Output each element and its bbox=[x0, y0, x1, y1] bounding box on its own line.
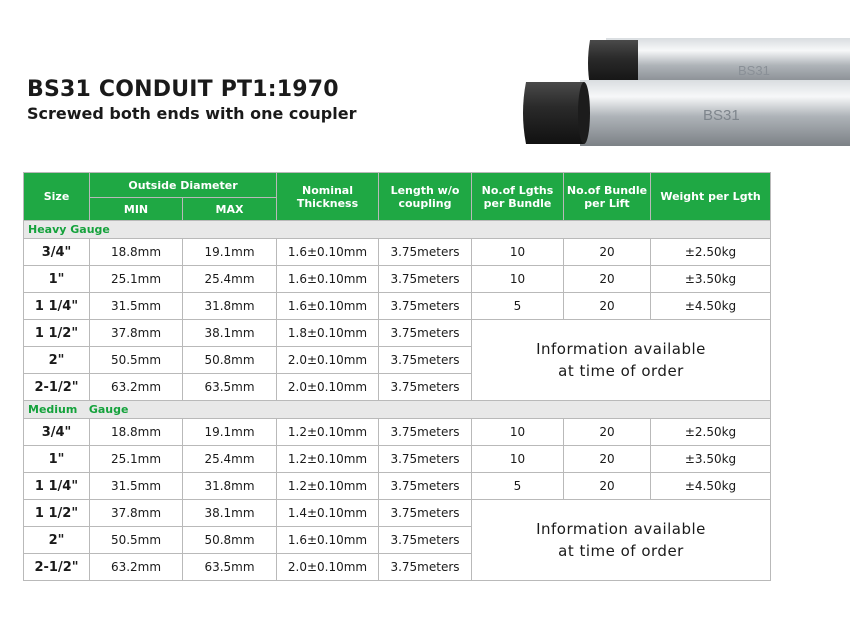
table-row: 2" 50.5mm 50.8mm 1.6±0.10mm 3.75meters bbox=[24, 527, 771, 554]
header-lengths-per-bundle: No.of Lgths per Bundle bbox=[472, 173, 564, 221]
info-note-medium: Information available at time of order bbox=[472, 500, 771, 581]
conduit-pipes-image bbox=[518, 20, 850, 158]
header-length: Length w/o coupling bbox=[379, 173, 472, 221]
svg-text:BS31: BS31 bbox=[703, 107, 740, 124]
front-pipe bbox=[523, 80, 850, 146]
table-row: 2-1/2" 63.2mm 63.5mm 2.0±0.10mm 3.75meters bbox=[24, 554, 771, 581]
header-max: MAX bbox=[183, 198, 277, 221]
table-row: 2-1/2" 63.2mm 63.5mm 2.0±0.10mm 3.75meters bbox=[24, 374, 771, 401]
table-row: 1 1/4" 31.5mm 31.8mm 1.2±0.10mm 3.75meters 5 20 ±4.50kg bbox=[24, 473, 771, 500]
conduit-spec-table bbox=[23, 172, 771, 581]
header-nominal-thickness: Nominal Thickness bbox=[277, 173, 379, 221]
header-bundle-per-lift: No.of Bundle per Lift bbox=[564, 173, 651, 221]
section-heavy-gauge: Heavy Gauge bbox=[24, 221, 771, 239]
table-row: 1 1/4" 31.5mm 31.8mm 1.6±0.10mm 3.75meters 5 20 ±4.50kg bbox=[24, 293, 771, 320]
page-title: BS31 CONDUIT PT1:1970 bbox=[27, 77, 339, 102]
section-medium-gauge: Medium Gauge bbox=[24, 401, 771, 419]
table-row: 1" 25.1mm 25.4mm 1.6±0.10mm 3.75meters 10 20 ±3.50kg bbox=[24, 266, 771, 293]
svg-text:BS31: BS31 bbox=[738, 63, 770, 78]
table-row: 3/4" 18.8mm 19.1mm 1.6±0.10mm 3.75meters 10 20 ±2.50kg bbox=[24, 239, 771, 266]
table-row: 1" 25.1mm 25.4mm 1.2±0.10mm 3.75meters 10 20 ±3.50kg bbox=[24, 446, 771, 473]
header-outside-diameter: Outside Diameter bbox=[90, 173, 277, 198]
info-note-heavy: Information available at time of order bbox=[472, 320, 771, 401]
table-row: 1 1/2" 37.8mm 38.1mm 1.8±0.10mm 3.75meters Information available at time of order bbox=[24, 320, 771, 347]
header-weight: Weight per Lgth bbox=[651, 173, 771, 221]
header-min: MIN bbox=[90, 198, 183, 221]
table-row: 2" 50.5mm 50.8mm 2.0±0.10mm 3.75meters bbox=[24, 347, 771, 374]
table-row: 1 1/2" 37.8mm 38.1mm 1.4±0.10mm 3.75meters Information available at time of order bbox=[24, 500, 771, 527]
header-size: Size bbox=[24, 173, 90, 221]
page-subtitle: Screwed both ends with one coupler bbox=[27, 104, 357, 123]
table-row: 3/4" 18.8mm 19.1mm 1.2±0.10mm 3.75meters 10 20 ±2.50kg bbox=[24, 419, 771, 446]
